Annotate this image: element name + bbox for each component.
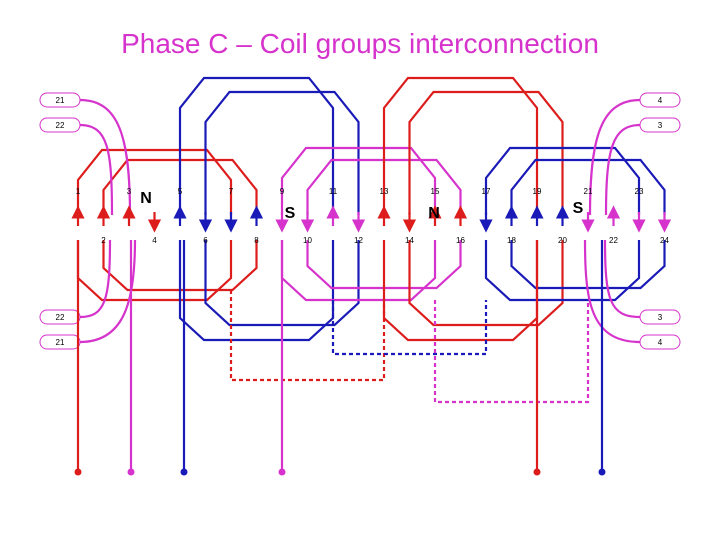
slot-label-top: 3 — [126, 187, 132, 196]
lead-end-dot — [181, 469, 188, 476]
lead-end-dot — [599, 469, 606, 476]
slot-label-top: 15 — [430, 187, 440, 196]
slot-label-bottom: 22 — [609, 236, 618, 245]
lead-magenta-right-4 — [585, 240, 640, 342]
lead-magenta-right-1 — [590, 100, 640, 215]
slot-label-bottom: 20 — [558, 236, 567, 245]
terminal-label: 3 — [657, 121, 663, 130]
pole-label: S — [572, 200, 584, 217]
slot-label-top: 1 — [75, 187, 81, 196]
lead-magenta-left-3 — [80, 240, 110, 317]
slot-label-top: 19 — [532, 187, 542, 196]
pole-label: N — [140, 190, 152, 207]
slot-label-top: 7 — [228, 187, 234, 196]
terminal-label: 4 — [657, 96, 663, 105]
jumper-magenta — [435, 300, 588, 402]
terminal-label: 22 — [55, 313, 65, 322]
lead-magenta-right-2 — [606, 125, 640, 215]
slot-label-bottom: 2 — [101, 236, 106, 245]
slot-label-top: 17 — [481, 187, 491, 196]
slot-label-top: 23 — [634, 187, 644, 196]
coil-wires — [75, 78, 665, 476]
terminal-boxes — [40, 93, 680, 349]
slot-label-top: 5 — [177, 187, 183, 196]
slot-label-top: 21 — [583, 187, 593, 196]
lead-magenta-right-3 — [605, 240, 640, 317]
lead-end-dot — [128, 469, 135, 476]
slot-label-bottom: 6 — [203, 236, 208, 245]
lead-end-dot — [75, 469, 82, 476]
terminal-label: 4 — [657, 338, 663, 347]
diagram-title: Phase C – Coil groups interconnection — [121, 28, 599, 59]
slot-label-bottom: 12 — [354, 236, 363, 245]
lead-end-dot — [279, 469, 286, 476]
terminal-label: 21 — [55, 338, 65, 347]
slot-label-bottom: 16 — [456, 236, 465, 245]
jumper-blue — [333, 300, 486, 354]
slot-label-bottom: 24 — [660, 236, 669, 245]
slot-label-bottom: 10 — [303, 236, 312, 245]
pole-label: N — [428, 205, 440, 222]
slot-label-bottom: 8 — [254, 236, 259, 245]
lead-magenta-left-1 — [80, 100, 130, 215]
terminal-label: 21 — [55, 96, 65, 105]
lead-end-dot — [534, 469, 541, 476]
slot-label-bottom: 4 — [152, 236, 157, 245]
slot-label-top: 11 — [328, 187, 338, 196]
pole-label: S — [284, 205, 296, 222]
slot-label-bottom: 18 — [507, 236, 516, 245]
slot-label-top: 9 — [279, 187, 285, 196]
terminal-label: 22 — [55, 121, 65, 130]
slot-label-bottom: 14 — [405, 236, 414, 245]
jumper-red — [231, 290, 384, 380]
slot-label-top: 13 — [379, 187, 389, 196]
slot-labels — [76, 187, 670, 245]
terminal-label: 3 — [657, 313, 663, 322]
